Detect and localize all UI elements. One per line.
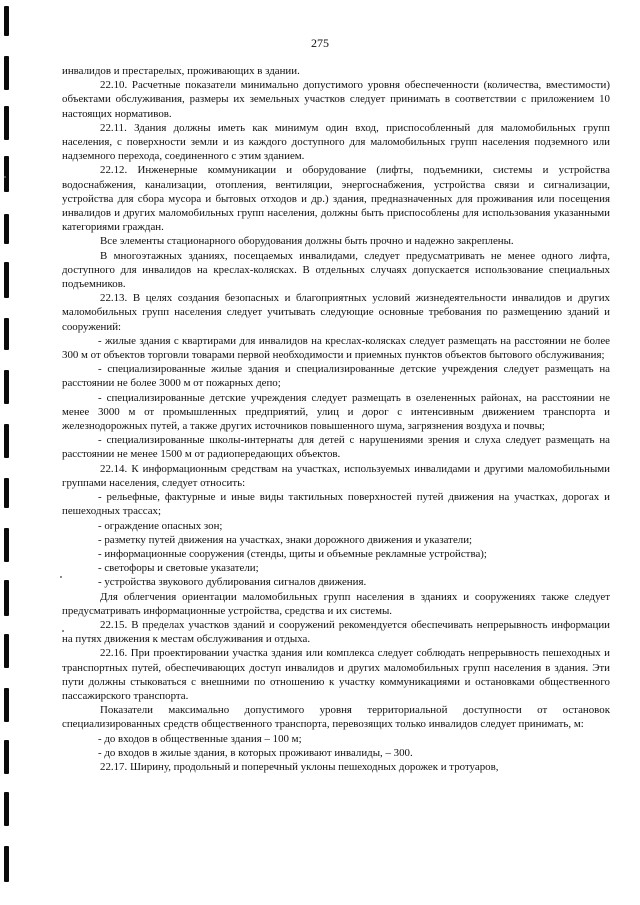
paragraph-fixed-equipment: Все элементы стационарного оборудования должны быть прочно и надежно закреплены. [100, 235, 514, 248]
paragraph-orientation: Для облегчения ориентации маломобильных групп населения в зданиях и сооружениях также следует предусматривать информационные устройства, средства и их системы. [62, 590, 610, 617]
scan-speck [4, 176, 6, 178]
paragraph-22-10: 22.10. Расчетные показатели минимально допустимого уровня обеспеченности (количества, вместимости) объектами обслуживания, размеры их земельных участков следует принимать в соответствии с приложением 10 настоящих нормативов. [62, 79, 610, 120]
list-item: - разметку путей движения на участках, знаки дорожного движения и указатели; [98, 533, 473, 546]
paragraph-22-15: 22.15. В пределах участков зданий и сооружений рекомендуется обеспечивать непрерывность информации на путях движения к местам обслуживания и отдыха. [62, 618, 610, 646]
list-item: - светофоры и световые указатели; [98, 562, 259, 575]
list-item: - специализированные школы-интернаты для детей с нарушениями зрения и слуха следует размещать на расстоянии не менее 1500 м от радиопередающих объектов. [62, 434, 610, 461]
list-item: - ограждение опасных зон; [98, 519, 223, 532]
paragraph-22-16: 22.16. При проектировании участка здания или комплекса следует соблюдать непрерывность пешеходных и транспортных путей, обеспечивающих доступ инвалидов и других маломобильных групп населения в здания. Эти пути должны стыковаться с внешними по отношению к участку коммуникациями и остановками общественного пассажирского транспорта. [62, 647, 610, 702]
list-item: - информационные сооружения (стенды, щиты и объемные рекламные устройства); [98, 547, 487, 560]
list-item: - рельефные, фактурные и иные виды тактильных поверхностей путей движения на участках, дорогах и пешеходных трассах; [62, 491, 610, 518]
list-item: - устройства звукового дублирования сигналов движения. [98, 576, 367, 589]
paragraph-22-11: 22.11. Здания должны иметь как минимум один вход, приспособленный для маломобильных групп населения, с поверхности земли и из каждого доступного для маломобильных групп населения подземного или надземного перехода, соединенного с этим зданием. [62, 121, 610, 163]
binding-punch-marks [0, 0, 16, 905]
list-item: - жилые здания с квартирами для инвалидов на креслах-колясках следует размещать на расстоянии не более 300 м от объектов торговли товарами первой необходимости и приемных пунктов объектов бытового обслуживания; [62, 334, 610, 362]
paragraph-accessibility: Показатели максимально допустимого уровня территориальной доступности от остановок специализированных средств общественного транспорта, перевозящих только инвалидов следует принимать, м: [62, 704, 610, 731]
list-item: - специализированные жилые здания и специализированные детские учреждения следует размещать на расстоянии не более 3000 м от пожарных депо; [62, 363, 610, 390]
paragraph-22-12: 22.12. Инженерные коммуникации и оборудование (лифты, подъемники, системы и устройства водоснабжения, канализации, отопления, вентиляции, энергоснабжения, устройства связи и сигнализации, устройства для сбора мусора и бытовых отходов и др.) здания, предназначенных для проживания или посещения инвалидов и других маломобильных групп населения, должны быть приспособлены для использования указанными категориями граждан. [62, 164, 610, 234]
list-item: - до входов в общественные здания – 100 м; [98, 732, 302, 745]
list-item: - до входов в жилые здания, в которых проживают инвалиды, – 300. [98, 746, 413, 759]
list-item: - специализированные детские учреждения следует размещать в озелененных районах, на расстоянии не менее 3000 м от промышленных предприятий, улиц и дорог с интенсивным движением транспорта и железнодорожных путей, а также других источников повышенного шума, загрязнения воздуха и почвы; [62, 391, 610, 433]
paragraph-22-17: 22.17. Ширину, продольный и поперечный уклоны пешеходных дорожек и тротуаров, [100, 760, 499, 773]
paragraph-22-13: 22.13. В целях создания безопасных и благоприятных условий жизнедеятельности инвалидов и других маломобильных групп населения следует учитывать следующие основные требования по размещению зданий и сооружений: [62, 292, 610, 333]
body-text [62, 64, 610, 774]
paragraph-elevators: В многоэтажных зданиях, посещаемых инвалидами, следует предусматривать не менее одного лифта, доступного для инвалидов на креслах-колясках. В отдельных случаях допускается использование специальных подъемников. [62, 249, 610, 291]
paragraph-22-14: 22.14. К информационным средствам на участках, используемых инвалидами и другими маломобильными группами населения, следует относить: [62, 462, 610, 489]
page-number: 275 [311, 36, 329, 50]
paragraph-continuation: инвалидов и престарелых, проживающих в здании. [62, 65, 300, 77]
